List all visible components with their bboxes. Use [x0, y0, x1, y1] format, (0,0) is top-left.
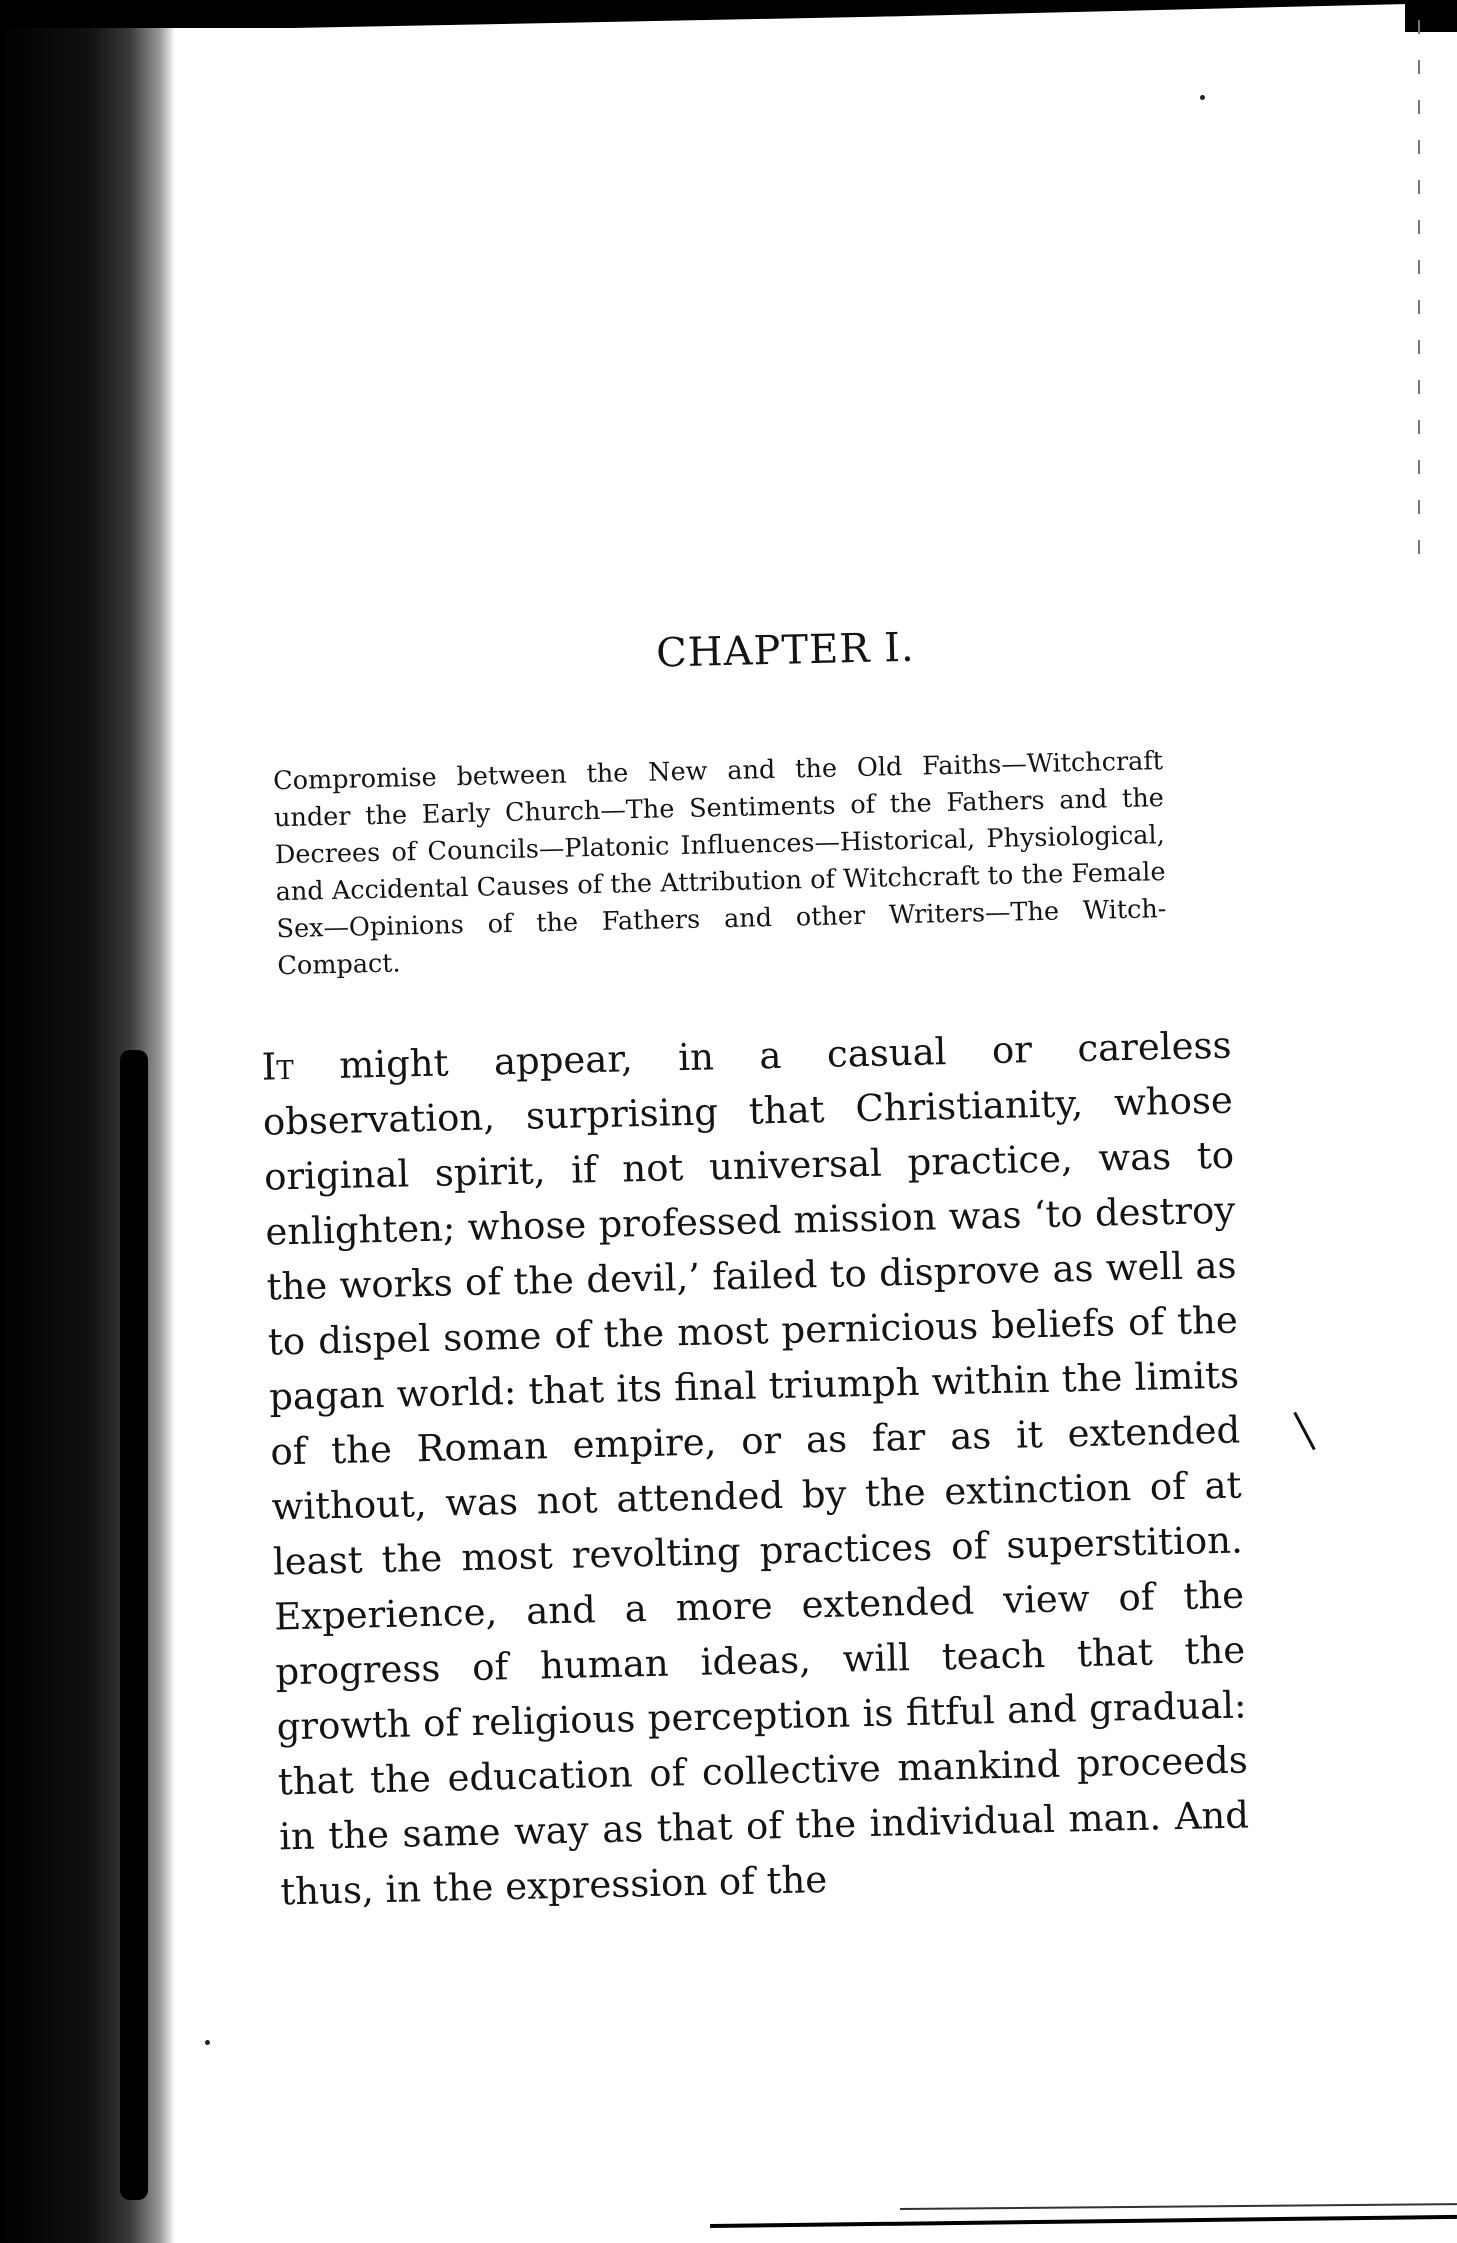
margin-tick-mark — [1293, 1412, 1315, 1450]
top-edge-shadow — [0, 0, 1457, 28]
top-right-corner-mark — [1405, 0, 1457, 32]
opening-word: It — [261, 1044, 295, 1089]
dust-speck — [205, 2040, 210, 2045]
bottom-edge-line — [710, 2215, 1457, 2228]
dust-speck — [1200, 95, 1205, 100]
body-paragraph — [261, 1018, 1251, 1920]
chapter-synopsis: Compromise between the New and the Old Faiths—Witchcraft under the Early Church—The Sentiments of the Fathers and the Decrees of Councils—Platonic Influences—Historical, Physiological, and Accidental Causes of the Attribution of Witchcraft to the Female Sex—Opinions of the Fathers and other Writers—The Witch-Compact. — [272, 746, 1167, 982]
chapter-title: CHAPTER I. — [655, 624, 916, 677]
body-text: might appear, in a casual or careless observation, surprising that Christianity, whose original spirit, if not universal practice, was to enlighten; whose professed mission was ‘to destroy the works of the devil,’ failed to disprove as well as to dispel some of the most pernicious beliefs of the pagan world: that its final triumph within the limits of the Roman empire, or as far as it extended without, was not attended by the extinction of at least the most revolting practices of superstition. Experience, and a more extended view of the progress of human ideas, will teach that the growth of religious perception is fitful and gradual: that the education of collective mankind proceeds in the same way as that of the individual man. And thus, in the expression of the — [262, 1023, 1250, 1914]
right-fold-line — [1418, 20, 1420, 580]
binding-edge-shadow — [0, 0, 175, 2243]
bottom-edge-line-secondary — [900, 2203, 1457, 2210]
binding-edge-streak — [120, 1050, 148, 2200]
page-text-block — [240, 618, 1259, 1920]
